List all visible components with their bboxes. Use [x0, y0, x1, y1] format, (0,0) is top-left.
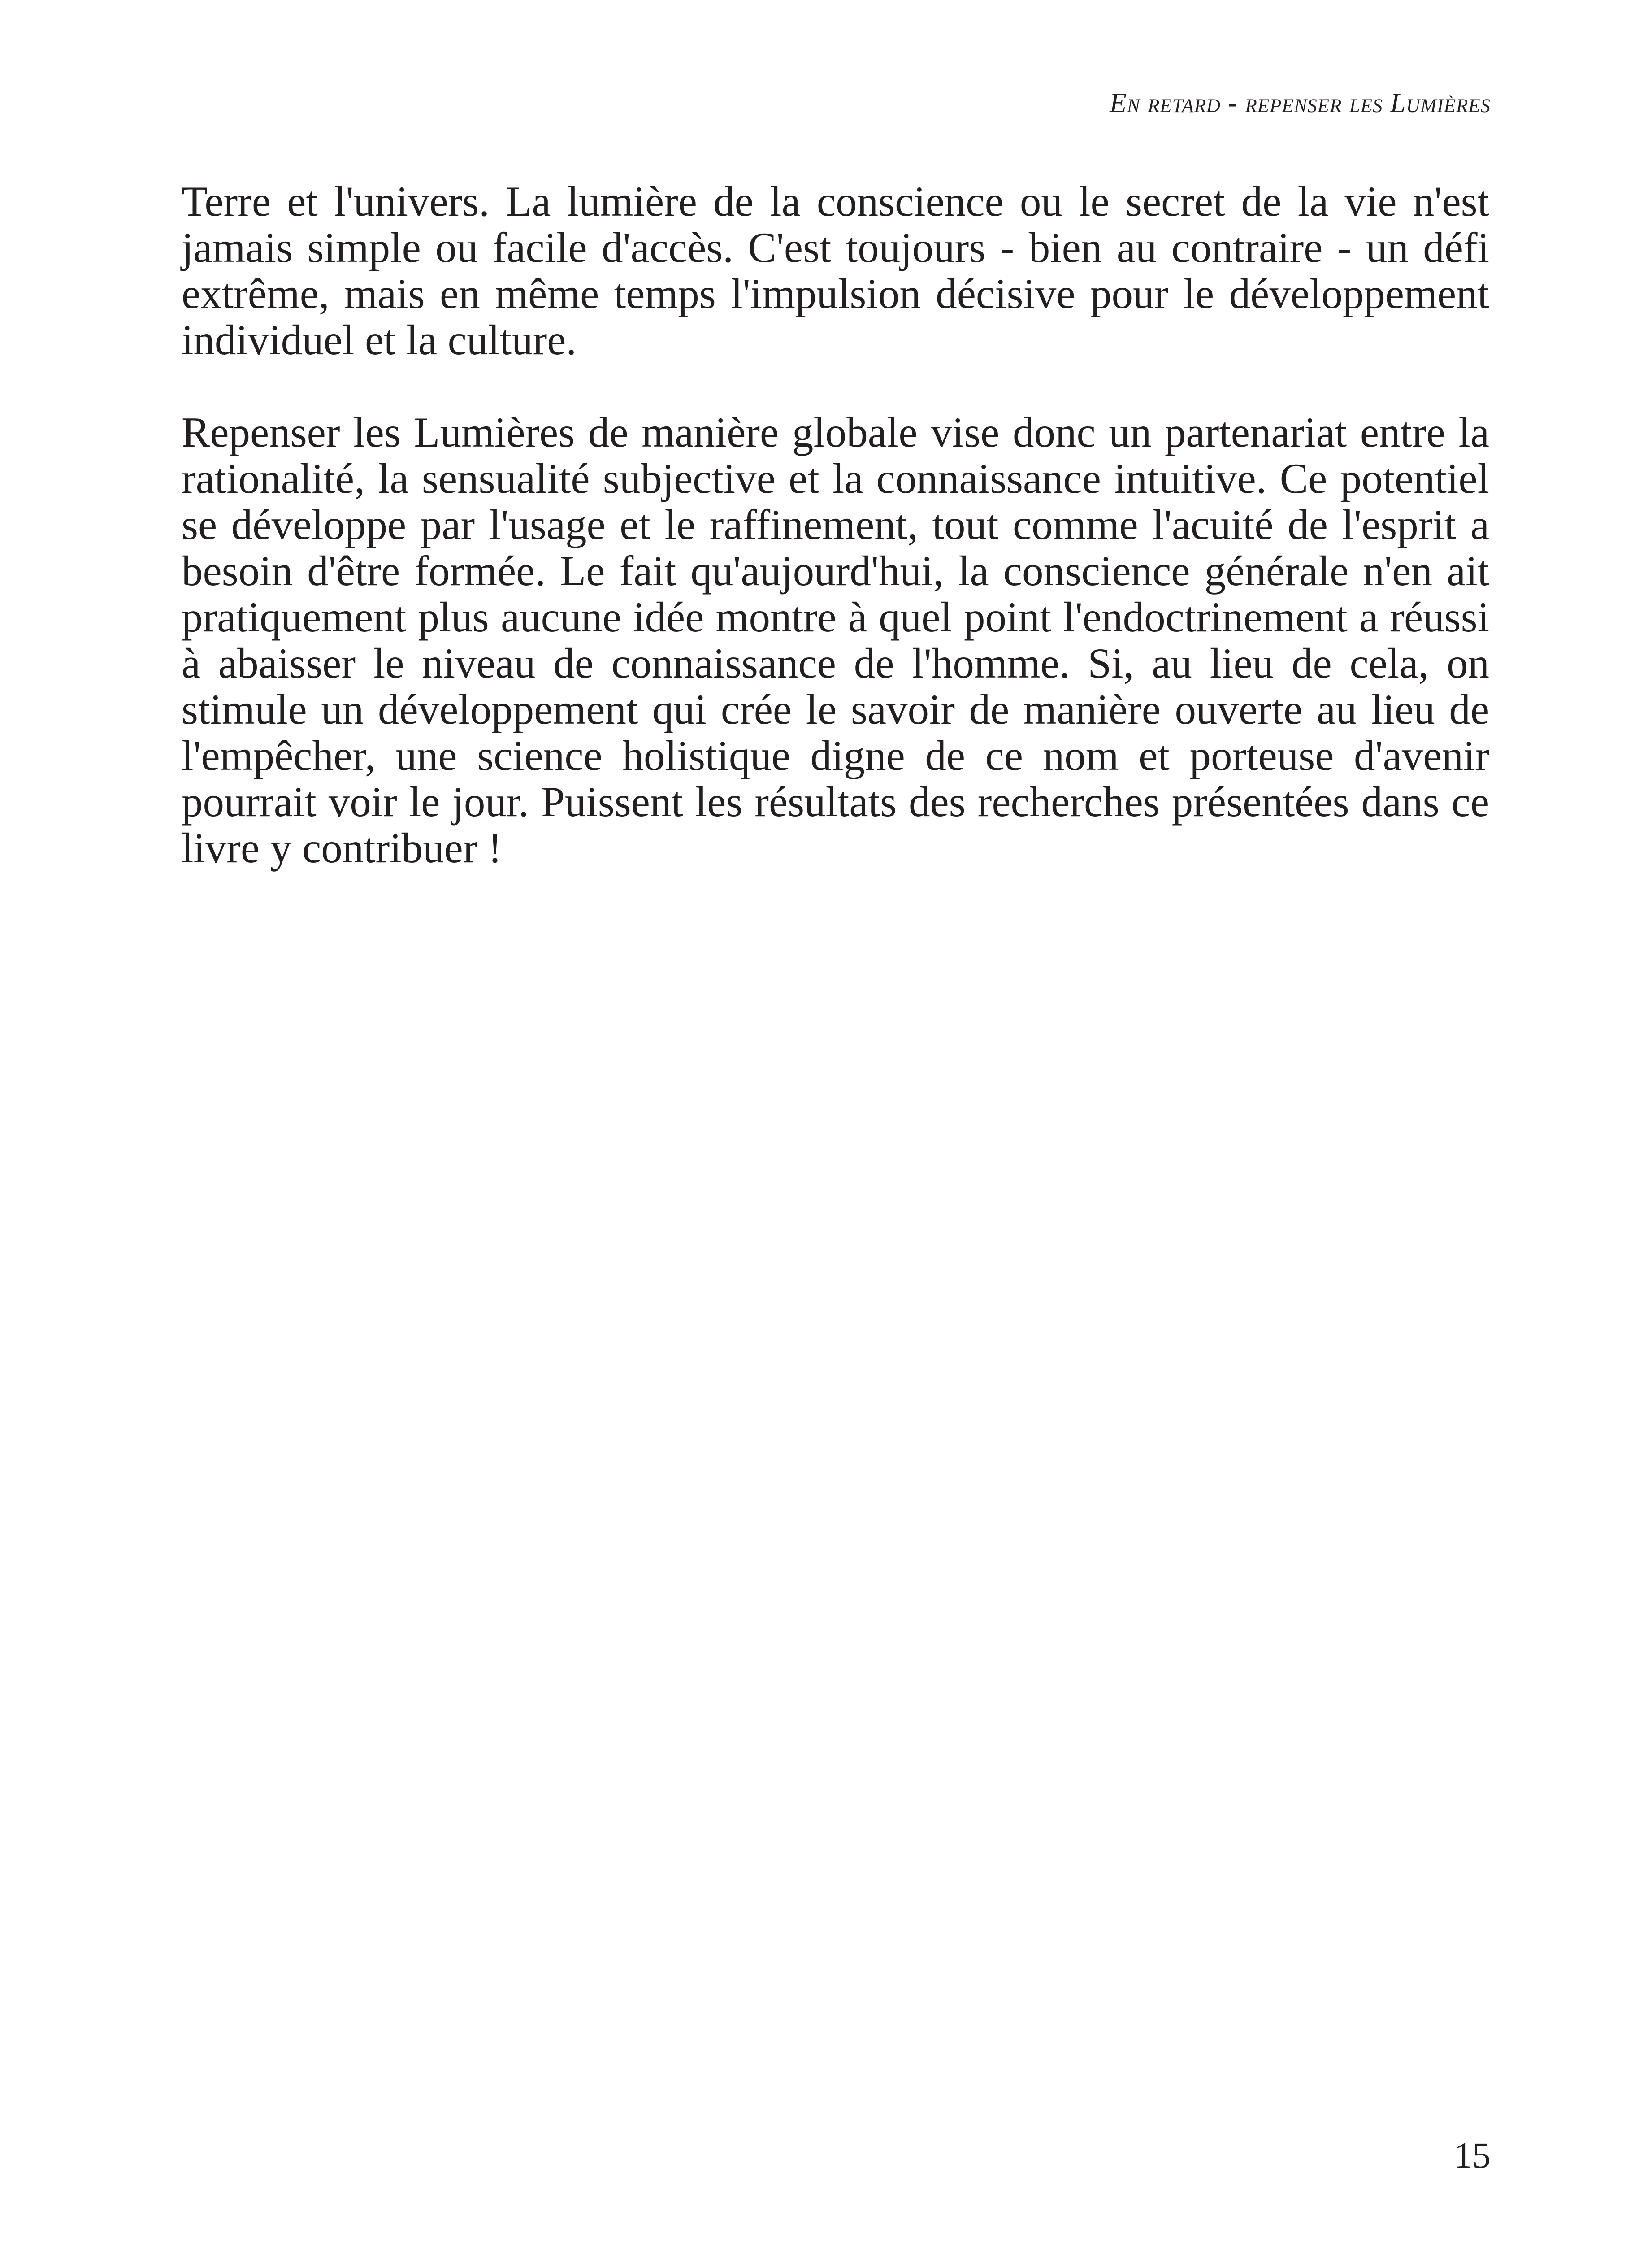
paragraph-2: Repenser les Lumières de manière globale vise donc un partenariat entre la rationalité, la sensualité subjective et la connaissance intuitive. Ce potentiel se développe par l'usage et le raffinement, tout comme l'acuité de l'esprit a besoin d'être formée. Le fait qu'aujourd'hui, la conscience générale n'en ait pratiquement plus aucune idée montre à quel point l'endoctrinement a réussi à abaisser le niveau de connaissance de l'homme. Si, au lieu de cela, on stimule un développement qui crée le savoir de manière ouverte au lieu de l'empêcher, une science holistique digne de ce nom et porteuse d'avenir pourrait voir le jour. Puissent les résultats des recherches présentées dans ce livre y contribuer !: [182, 408, 1489, 872]
paragraph-1: Terre et l'univers. La lumière de la conscience ou le secret de la vie n'est jamais simple ou facile d'accès. C'est toujours - bien au contraire - un défi extrême, mais en même temps l'impulsion décisive pour le développement individuel et la culture.: [182, 178, 1489, 364]
page-number: 15: [1454, 2135, 1491, 2176]
running-header: En retard - repenser les Lumières: [1110, 88, 1491, 118]
body-text: [182, 178, 1489, 871]
